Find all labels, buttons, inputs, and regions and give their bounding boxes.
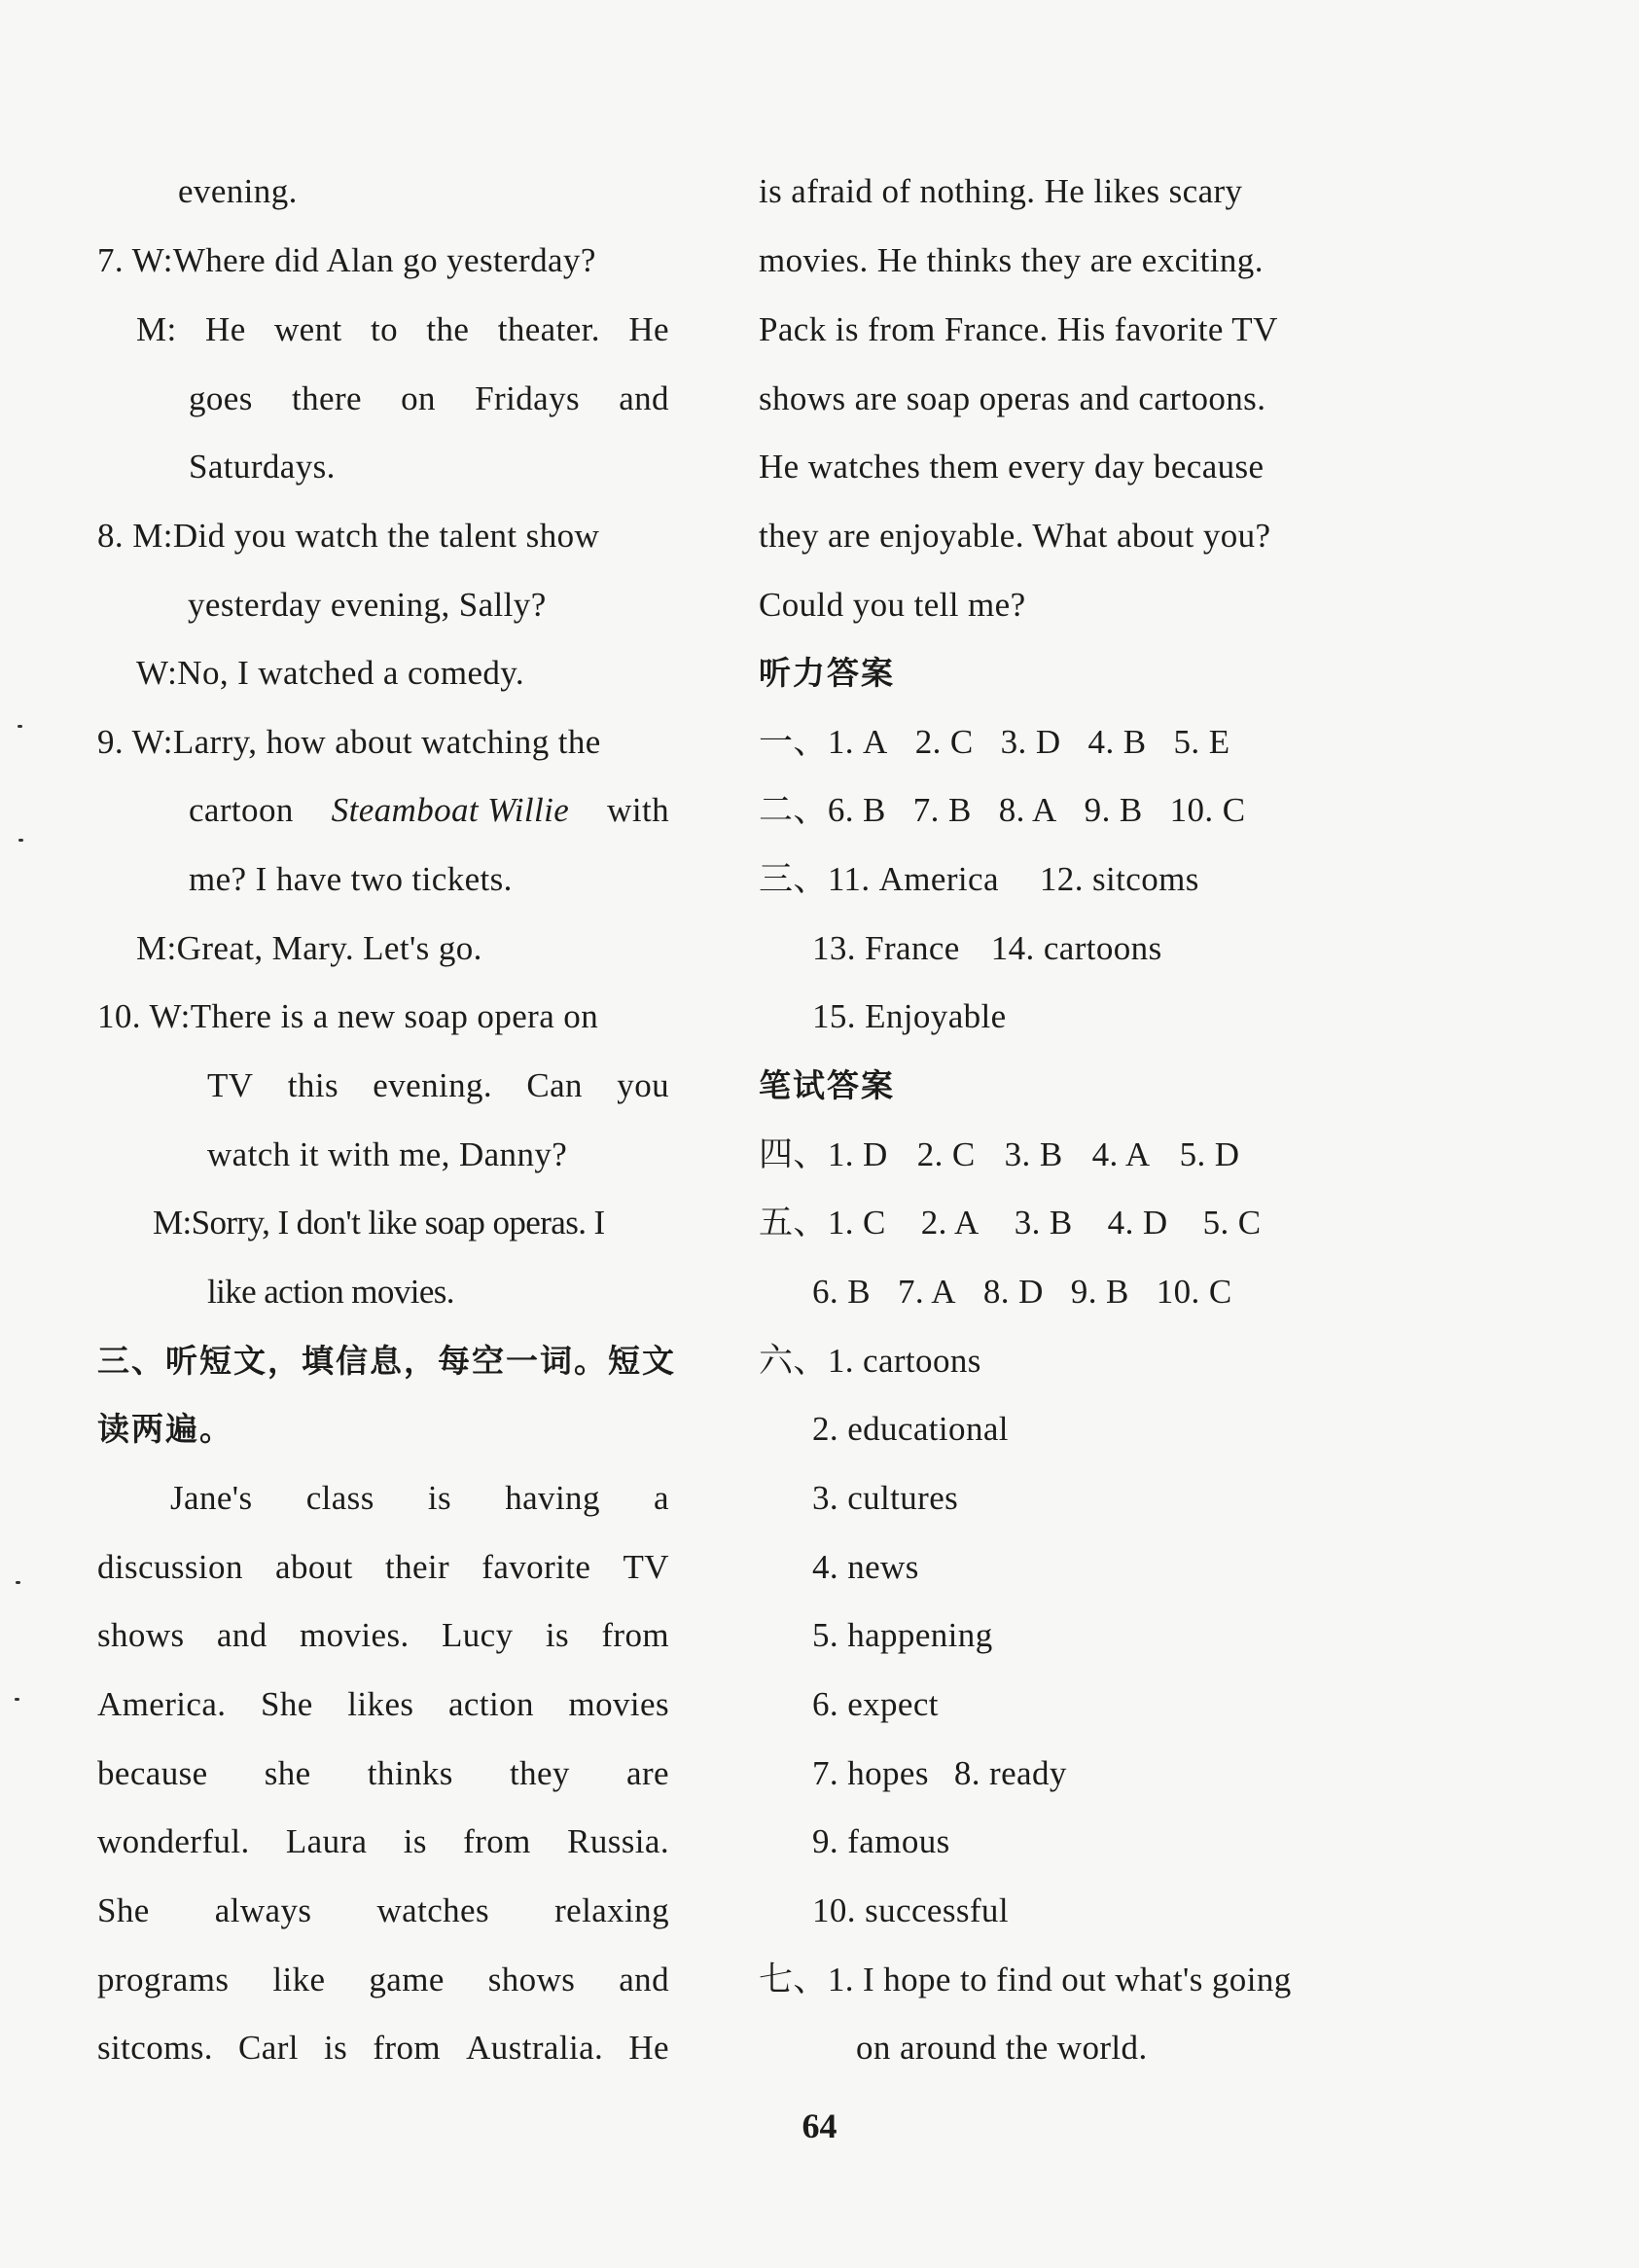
word: went xyxy=(274,310,342,348)
answer-item: 2. C xyxy=(914,723,974,761)
passage-line xyxy=(97,1685,669,1724)
section-number: 一、 xyxy=(759,723,828,761)
q7-w-line xyxy=(97,241,596,280)
passage-line xyxy=(97,1548,669,1587)
passage-line: they are enjoyable. What about you? xyxy=(759,517,1271,555)
word: favorite xyxy=(481,1548,591,1586)
word: discussion xyxy=(97,1548,243,1586)
passage-line: He watches them every day because xyxy=(759,448,1265,486)
passage-line xyxy=(97,1961,669,1999)
word: is xyxy=(427,1479,452,1517)
word: on xyxy=(401,379,436,417)
answer-item-line: 2. educational xyxy=(812,1410,1009,1448)
word: having xyxy=(505,1479,600,1517)
margin-speck xyxy=(18,725,22,728)
answer-item: 11. America xyxy=(827,860,999,898)
margin-speck xyxy=(18,839,23,842)
word: to xyxy=(371,310,399,348)
passage-line xyxy=(97,1891,669,1930)
answer-row-4 xyxy=(759,1135,1239,1174)
word: and xyxy=(619,1961,669,1998)
word: TV xyxy=(623,1548,669,1586)
word: theater. xyxy=(497,310,600,348)
word: because xyxy=(97,1754,208,1792)
word: Can xyxy=(526,1066,583,1104)
text-line: Saturdays. xyxy=(189,448,336,486)
speaker-label: 9. W: xyxy=(97,723,173,761)
answer-item-line: 4. news xyxy=(812,1548,919,1586)
section-number: 二、 xyxy=(759,791,828,829)
word: relaxing xyxy=(554,1891,669,1929)
answer-items xyxy=(812,1273,1232,1311)
word: is xyxy=(403,1822,427,1860)
answer-row-6 xyxy=(759,1342,981,1381)
answer-sentence: 1. I hope to find out what's going xyxy=(827,1961,1292,1998)
word: you xyxy=(617,1066,669,1104)
answer-items xyxy=(828,723,1230,761)
passage-line: is afraid of nothing. He likes scary xyxy=(759,172,1243,210)
answer-item: 3. D xyxy=(1000,723,1061,761)
word: about xyxy=(275,1548,353,1586)
word: She xyxy=(97,1891,150,1929)
word: He xyxy=(205,310,246,348)
answer-item: 5. D xyxy=(1179,1135,1240,1173)
answer-item: 8. D xyxy=(982,1273,1044,1311)
word: with xyxy=(607,791,669,829)
word: is xyxy=(545,1616,569,1654)
passage-line: shows are soap operas and cartoons. xyxy=(759,379,1266,417)
section-number: 七、 xyxy=(759,1961,828,1998)
dialogue-text: No, I watched a comedy. xyxy=(177,654,525,692)
answer-row-7 xyxy=(759,1961,1292,1999)
word: their xyxy=(384,1548,450,1586)
answer-item: 13. France xyxy=(812,929,960,967)
word: and xyxy=(619,379,669,417)
answer-item: 6. B xyxy=(812,1273,871,1311)
answer-item: 7. hopes xyxy=(812,1754,929,1792)
answer-item-line: 10. successful xyxy=(812,1891,1009,1929)
word: movies. xyxy=(299,1616,410,1654)
answer-item-line xyxy=(812,1754,1067,1793)
answer-item: 5. C xyxy=(1202,1204,1262,1242)
answer-item: 1. C xyxy=(827,1204,886,1242)
answer-row-3 xyxy=(759,860,1199,899)
passage-line xyxy=(97,1616,669,1655)
word: He xyxy=(628,2029,669,2067)
margin-speck xyxy=(15,1698,19,1701)
word: and xyxy=(216,1616,267,1654)
section-heading: 三、听短文，填信息，每空一词。短文 xyxy=(97,1342,676,1380)
word: Jane's xyxy=(170,1479,253,1517)
word: Fridays xyxy=(475,379,580,417)
answer-items xyxy=(828,791,1246,829)
word: evening. xyxy=(373,1066,493,1104)
word: Australia. xyxy=(466,2029,604,2067)
word: wonderful. xyxy=(97,1822,250,1860)
margin-speck xyxy=(16,1581,20,1584)
word: she xyxy=(264,1754,311,1792)
speaker-label: M: xyxy=(153,1204,192,1242)
word: there xyxy=(291,379,362,417)
speaker-label: 10. W: xyxy=(97,997,191,1035)
answer-item: 10. C xyxy=(1156,1273,1232,1311)
section-number: 六、 xyxy=(759,1342,828,1380)
listening-answers-title: 听力答案 xyxy=(759,654,895,692)
q10-m-line xyxy=(153,1204,605,1242)
passage-line: Pack is from France. His favorite TV xyxy=(759,310,1278,348)
word: game xyxy=(369,1961,445,1998)
answer-item: 3. B xyxy=(1014,1204,1073,1242)
word: like xyxy=(272,1961,326,1998)
speaker-label: 8. M: xyxy=(97,517,173,555)
word: movies xyxy=(568,1685,669,1723)
section-heading: 读两遍。 xyxy=(97,1410,233,1448)
word: from xyxy=(463,1822,531,1860)
word: are xyxy=(626,1754,669,1792)
word: action xyxy=(447,1685,534,1723)
answer-items xyxy=(828,1135,1240,1173)
word: they xyxy=(509,1754,570,1792)
word: Laura xyxy=(285,1822,368,1860)
answer-item: 8. ready xyxy=(953,1754,1067,1792)
answer-item: 8. A xyxy=(998,791,1057,829)
answer-item: 6. B xyxy=(827,791,886,829)
word: from xyxy=(601,1616,669,1654)
word: TV xyxy=(207,1066,254,1104)
speaker-label: 7. W: xyxy=(97,241,173,279)
answer-row-5b xyxy=(812,1273,1232,1312)
speaker-label: M: xyxy=(136,929,177,967)
answer-item: 4. D xyxy=(1107,1204,1168,1242)
passage-line xyxy=(97,1822,669,1861)
passage-line xyxy=(170,1479,669,1518)
answer-item: 14. cartoons xyxy=(990,929,1162,967)
written-answers-title: 笔试答案 xyxy=(759,1066,895,1104)
text-line: me? I have two tickets. xyxy=(189,860,513,898)
word: a xyxy=(654,1479,669,1517)
dialogue-text: Did you watch the talent show xyxy=(172,517,600,555)
word: is xyxy=(324,2029,348,2067)
section-number: 三、 xyxy=(759,860,828,898)
speaker-label: M: xyxy=(136,310,177,348)
answer-item: 1. D xyxy=(827,1135,888,1173)
answer-item: 9. B xyxy=(1070,1273,1129,1311)
passage-line: Could you tell me? xyxy=(759,586,1026,624)
answer-item: 4. B xyxy=(1087,723,1147,761)
word: shows xyxy=(97,1616,185,1654)
answer-item: 7. B xyxy=(912,791,972,829)
dialogue-text: Sorry, I don't like soap operas. I xyxy=(191,1204,605,1242)
q8-m-line xyxy=(97,517,599,556)
dialogue-text: Where did Alan go yesterday? xyxy=(172,241,596,279)
text-line: evening. xyxy=(178,172,298,210)
answer-item: 10. C xyxy=(1169,791,1246,829)
q9-m-line xyxy=(136,929,482,968)
word: goes xyxy=(189,379,253,417)
dialogue-text: Great, Mary. Let's go. xyxy=(176,929,482,967)
answer-item: 4. A xyxy=(1091,1135,1151,1173)
section-number: 四、 xyxy=(759,1135,828,1173)
dialogue-text: There is a new soap opera on xyxy=(190,997,599,1035)
q9-w-line xyxy=(97,723,601,762)
word: America. xyxy=(97,1685,227,1723)
answer-item-line: 9. famous xyxy=(812,1822,950,1860)
answer-item: 3. B xyxy=(1004,1135,1063,1173)
passage-line xyxy=(97,1754,669,1793)
q10-w-line xyxy=(97,997,598,1036)
word: She xyxy=(261,1685,313,1723)
answer-item: 12. sitcoms xyxy=(1039,860,1199,898)
answer-item-line: 6. expect xyxy=(812,1685,939,1723)
answer-items xyxy=(828,1204,1262,1242)
word: the xyxy=(426,310,470,348)
word: cartoon xyxy=(189,791,294,829)
section-number: 五、 xyxy=(759,1204,828,1242)
q8-w-line xyxy=(136,654,524,693)
cartoon-title: Steamboat Willie xyxy=(331,791,570,829)
text-line: watch it with me, Danny? xyxy=(207,1135,568,1173)
answer-row-3b xyxy=(812,929,1162,968)
answer-item: 2. A xyxy=(920,1204,980,1242)
answer-item: 9. B xyxy=(1084,791,1143,829)
speaker-label: W: xyxy=(136,654,178,692)
passage-line: movies. He thinks they are exciting. xyxy=(759,241,1264,279)
answer-row-3c: 15. Enjoyable xyxy=(812,997,1007,1035)
word: He xyxy=(628,310,669,348)
page-number: 64 xyxy=(802,2106,837,2145)
answer-row-2 xyxy=(759,791,1245,830)
q10-w-line-2 xyxy=(207,1066,669,1105)
answer-item: 1. cartoons xyxy=(827,1342,981,1380)
word: class xyxy=(305,1479,374,1517)
answer-row-1 xyxy=(759,723,1229,762)
answer-row-5 xyxy=(759,1204,1262,1242)
word: this xyxy=(287,1066,338,1104)
word: likes xyxy=(347,1685,414,1723)
answer-item-line: 5. happening xyxy=(812,1616,993,1654)
word: Russia. xyxy=(567,1822,669,1860)
answer-sentence-cont: on around the world. xyxy=(856,2029,1148,2067)
word: watches xyxy=(376,1891,490,1929)
dialogue-text: Larry, how about watching the xyxy=(172,723,601,761)
answer-item-line: 3. cultures xyxy=(812,1479,959,1517)
answer-item: 7. A xyxy=(897,1273,956,1311)
word: Carl xyxy=(238,2029,299,2067)
answer-item: 1. A xyxy=(827,723,888,761)
q7-m-line xyxy=(136,310,669,349)
passage-line xyxy=(97,2029,669,2068)
text-line: like action movies. xyxy=(207,1273,454,1311)
q9-w-line-2 xyxy=(189,791,669,830)
word: always xyxy=(214,1891,312,1929)
word: sitcoms. xyxy=(97,2029,213,2067)
word: from xyxy=(373,2029,441,2067)
word: shows xyxy=(487,1961,576,1998)
word: programs xyxy=(97,1961,230,1998)
word: Lucy xyxy=(441,1616,514,1654)
text-line: yesterday evening, Sally? xyxy=(188,586,547,624)
answer-item: 2. C xyxy=(916,1135,976,1173)
answer-item: 5. E xyxy=(1173,723,1230,761)
word: thinks xyxy=(367,1754,453,1792)
q7-m-line-2 xyxy=(189,379,669,418)
